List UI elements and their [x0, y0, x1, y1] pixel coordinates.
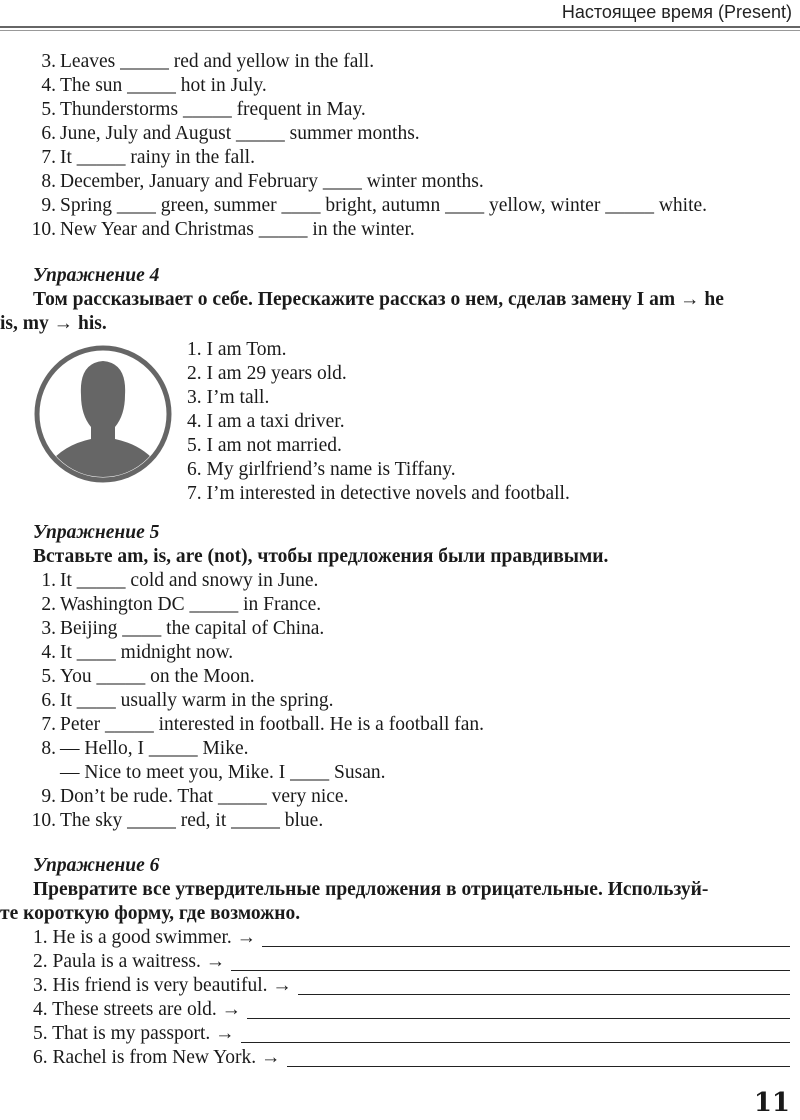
item-text: 5. That is my passport. →: [33, 1023, 235, 1044]
answer-blank-line[interactable]: [231, 970, 790, 972]
exercise-item: 3. I’m tall.: [187, 387, 270, 408]
item-text: Washington DC _____ in France.: [60, 594, 322, 615]
exercise-item: [0, 737, 800, 761]
item-text: The sun _____ hot in July.: [60, 75, 267, 96]
exercise-4-items: [0, 338, 800, 506]
exercise-item: 6. My girlfriend’s name is Tiffany.: [187, 459, 456, 480]
exercise-item: [0, 194, 800, 218]
exercise-item: [0, 122, 800, 146]
exercise-item: [0, 170, 800, 194]
item-text: It ____ usually warm in the spring.: [60, 690, 334, 711]
exercise-item: [0, 809, 800, 833]
exercise-item: 5. I am not married.: [187, 435, 342, 456]
item-number: 7.: [41, 147, 56, 168]
item-text: 3. His friend is very beautiful. →: [33, 975, 292, 996]
exercise-item: [0, 689, 800, 713]
item-number: 8.: [41, 738, 56, 759]
item-number: 10.: [31, 810, 56, 831]
item-text: Peter _____ interested in football. He is a football fan.: [60, 714, 485, 735]
exercise-item: 1. I am Tom.: [187, 339, 287, 360]
exercise-4: [0, 264, 800, 336]
exercise-item: [0, 665, 800, 689]
item-number: 7.: [41, 714, 56, 735]
exercise-item: [0, 1022, 800, 1046]
header-rule-thin: [0, 30, 800, 31]
exercise-item: [0, 617, 800, 641]
exercise-item: [0, 218, 800, 242]
answer-blank-line[interactable]: [262, 946, 790, 948]
exercise-item: [0, 713, 800, 737]
item-text: It _____ rainy in the fall.: [60, 147, 255, 168]
exercise-item: [0, 761, 800, 785]
item-text: Don’t be rude. That _____ very nice.: [60, 786, 349, 807]
item-text: It ____ midnight now.: [60, 642, 234, 663]
exercise-item: [0, 569, 800, 593]
exercise-title: Упражнение 4: [33, 265, 160, 286]
exercise-instruction: Вставьте am, is, are (not), чтобы предложения были правдивыми.: [33, 546, 609, 567]
item-text: New Year and Christmas _____ in the winter.: [60, 219, 415, 240]
item-number: 2.: [41, 594, 56, 615]
exercise-item: [0, 146, 800, 170]
item-text: The sky _____ red, it _____ blue.: [60, 810, 324, 831]
item-text: Beijing ____ the capital of China.: [60, 618, 325, 639]
exercise-item: [0, 950, 800, 974]
item-text: It _____ cold and snowy in June.: [60, 570, 319, 591]
exercise-instruction: is, my → his.: [0, 313, 107, 334]
item-number: 4.: [41, 642, 56, 663]
item-text: 4. These streets are old. →: [33, 999, 242, 1020]
exercise-item: [0, 98, 800, 122]
item-number: 3.: [41, 51, 56, 72]
item-number: 10.: [31, 219, 56, 240]
exercise-item: [0, 641, 800, 665]
item-number: 6.: [41, 123, 56, 144]
exercise-instruction: Превратите все утвердительные предложения в отрицательные. Используй-: [33, 879, 709, 900]
exercise-item: 7. I’m interested in detective novels and football.: [187, 483, 570, 504]
item-number: 9.: [41, 786, 56, 807]
answer-blank-line[interactable]: [287, 1066, 790, 1068]
exercise-title: Упражнение 5: [33, 522, 160, 543]
item-text: Leaves _____ red and yellow in the fall.: [60, 51, 375, 72]
exercise-6: [0, 854, 800, 1070]
item-text: December, January and February ____ winter months.: [60, 171, 484, 192]
exercise-3-continued: [0, 50, 800, 242]
exercise-item: [0, 593, 800, 617]
exercise-item: [0, 74, 800, 98]
item-text: Spring ____ green, summer ____ bright, autumn ____ yellow, winter _____ white.: [60, 195, 708, 216]
exercise-item: [0, 50, 800, 74]
exercise-item: 2. I am 29 years old.: [187, 363, 347, 384]
item-number: 4.: [41, 75, 56, 96]
exercise-item: [0, 998, 800, 1022]
exercise-instruction: Том рассказывает о себе. Перескажите рассказ о нем, сделав замену I am → he: [33, 289, 724, 310]
exercise-item: [0, 785, 800, 809]
item-number: 3.: [41, 618, 56, 639]
exercise-title: Упражнение 6: [33, 855, 160, 876]
header-rule: [0, 26, 800, 28]
item-text: June, July and August _____ summer months.: [60, 123, 420, 144]
exercise-5: [0, 521, 800, 833]
item-text: 6. Rachel is from New York. →: [33, 1047, 281, 1068]
answer-blank-line[interactable]: [298, 994, 790, 996]
answer-blank-line[interactable]: [247, 1018, 790, 1020]
page-number: 11: [753, 1088, 790, 1118]
item-number: 6.: [41, 690, 56, 711]
item-text: — Nice to meet you, Mike. I ____ Susan.: [60, 762, 386, 783]
item-number: 5.: [41, 666, 56, 687]
exercise-instruction: те короткую форму, где возможно.: [0, 903, 301, 924]
item-text: You _____ on the Moon.: [60, 666, 255, 687]
item-number: 8.: [41, 171, 56, 192]
exercise-item: 4. I am a taxi driver.: [187, 411, 345, 432]
item-number: 1.: [41, 570, 56, 591]
exercise-item: [0, 974, 800, 998]
item-text: — Hello, I _____ Mike.: [60, 738, 249, 759]
item-text: 1. He is a good swimmer. →: [33, 927, 257, 948]
exercise-item: [0, 1046, 800, 1070]
item-number: 5.: [41, 99, 56, 120]
item-number: 9.: [41, 195, 56, 216]
item-text: 2. Paula is a waitress. →: [33, 951, 226, 972]
exercise-item: [0, 926, 800, 950]
running-header: Настоящее время (Present): [561, 2, 792, 22]
item-text: Thunderstorms _____ frequent in May.: [60, 99, 366, 120]
answer-blank-line[interactable]: [241, 1042, 790, 1044]
